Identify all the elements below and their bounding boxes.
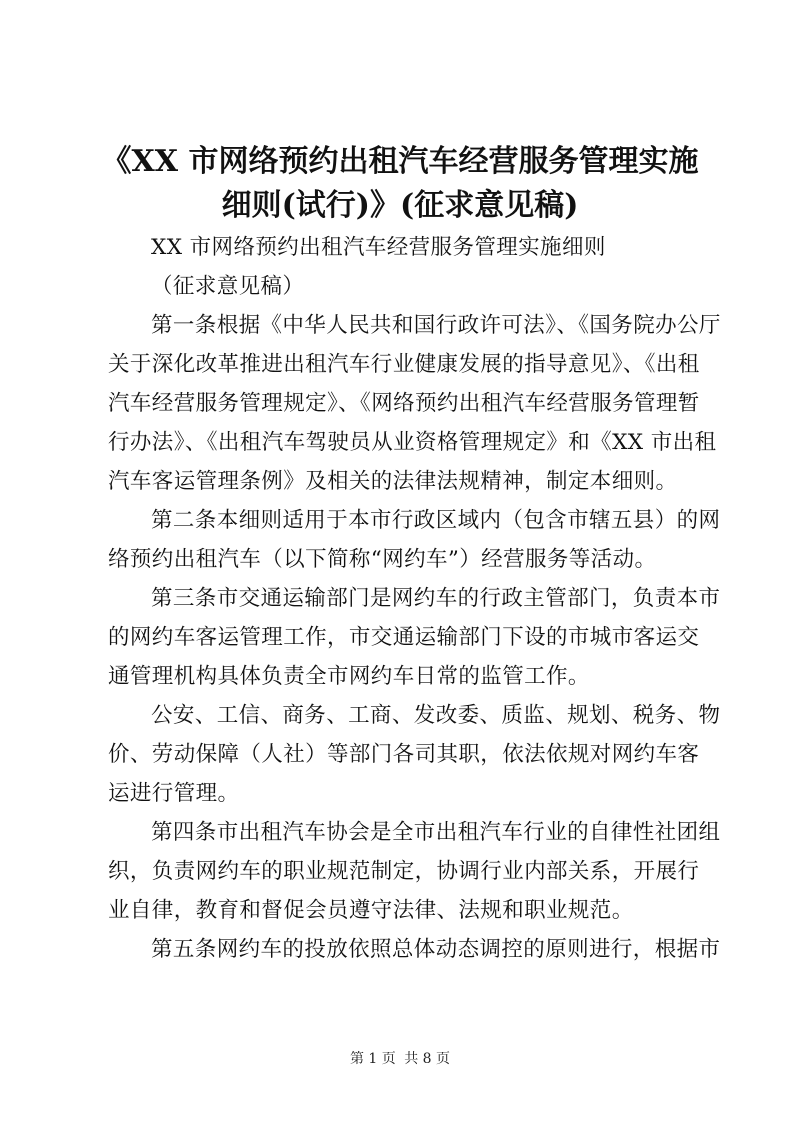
- page-total: 共 8 页: [404, 1051, 451, 1067]
- subtitle-line: XX 市网络预约出租汽车经营服务管理实施细则: [151, 235, 606, 260]
- article-1-line-1: 第一条根据《中华人民共和国行政许可法》、《国务院办公厅: [151, 313, 721, 338]
- page-footer: [0, 1050, 800, 1068]
- article-1-line-5: 汽车客运管理条例》及相关的法律法规精神，制定本细则。: [108, 469, 678, 494]
- article-4-line-1: 第四条市出租汽车协会是全市出租汽车行业的自律性社团组: [151, 820, 721, 845]
- article-1-line-2: 关于深化改革推进出租汽车行业健康发展的指导意见》、《出租: [108, 352, 700, 377]
- article-2-line-2: 络预约出租汽车（以下简称“网约车”）经营服务等活动。: [108, 547, 657, 572]
- article-5-line-1: 第五条网约车的投放依照总体动态调控的原则进行，根据市: [151, 937, 721, 962]
- article-2-line-1: 第二条本细则适用于本市行政区域内（包含市辖五县）的网: [151, 508, 721, 533]
- article-3b-line-2: 价、劳动保障（人社）等部门各司其职，依法依规对网约车客: [108, 742, 700, 767]
- title-line-1: 《XX 市网络预约出租汽车经营服务管理实施: [101, 144, 699, 179]
- article-3-line-3: 通管理机构具体负责全市网约车日常的监管工作。: [108, 664, 590, 689]
- title-line-2: 细则(试行)》(征求意见稿): [221, 188, 579, 223]
- article-3b-line-1: 公安、工信、商务、工商、发改委、质监、规划、税务、物: [151, 703, 721, 728]
- page-number: 第 1 页: [349, 1051, 396, 1067]
- document-body: [108, 228, 721, 969]
- article-3-line-2: 的网约车客运管理工作，市交通运输部门下设的市城市客运交: [108, 625, 700, 650]
- draft-note-line: （征求意见稿）: [151, 274, 305, 299]
- article-4-line-3: 业自律，教育和督促会员遵守法律、法规和职业规范。: [108, 898, 634, 923]
- article-3-line-1: 第三条市交通运输部门是网约车的行政主管部门，负责本市: [151, 586, 721, 611]
- article-3b-line-3: 运进行管理。: [108, 781, 240, 806]
- article-4-line-2: 织，负责网约车的职业规范制定，协调行业内部关系，开展行: [108, 859, 700, 884]
- article-1-line-3: 汽车经营服务管理规定》、《网络预约出租汽车经营服务管理暂: [108, 391, 700, 416]
- document-title: [80, 140, 720, 228]
- article-1-line-4: 行办法》、《出租汽车驾驶员从业资格管理规定》和《XX 市出租: [108, 430, 717, 455]
